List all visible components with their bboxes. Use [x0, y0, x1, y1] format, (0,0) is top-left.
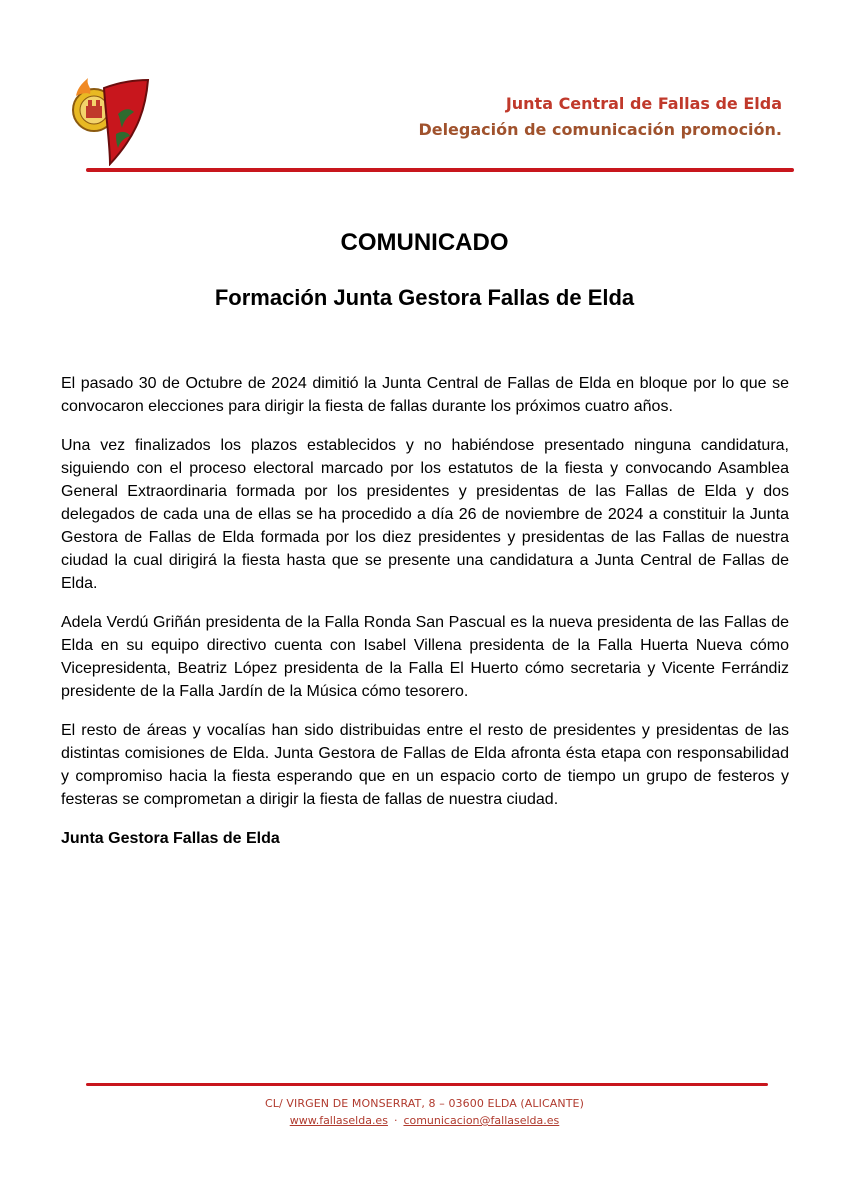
page-subtitle: Formación Junta Gestora Fallas de Elda	[214, 285, 635, 310]
paragraph: El resto de áreas y vocalías han sido distribuidas entre el resto de presidentes y presidentas de las distintas comisiones de Elda. Junta Gestora de Fallas de Elda afronta ésta etapa con responsabilidad y compromiso hacia la fiesta esperando que en un espacio corto de tiempo un grupo de festeros y festeras se comprometan a dirigir la fiesta de fallas de nuestra ciudad.	[61, 722, 789, 808]
fallas-elda-logo	[70, 74, 152, 166]
footer-divider	[86, 1083, 768, 1086]
paragraph: El pasado 30 de Octubre de 2024 dimitió la Junta Central de Fallas de Elda en bloque por lo que se convocaron elecciones para dirigir la fiesta de fallas durante los próximos cuatro años.	[61, 375, 789, 415]
shield-icon	[70, 74, 152, 166]
paragraph: Una vez finalizados los plazos establecidos y no habiéndose presentado ninguna candidatura, siguiendo con el proceso electoral marcado por los estatutos de la fiesta y convocando Asamblea General Extraordinaria formada por los presidentes y presidentas de las Fallas de Elda y dos delegados de cada una de ellas se ha procedido a día 26 de noviembre de 2024 a constituir la Junta Gestora de Fallas de Elda formada por los diez presidentes y presidentas de las Fallas de nuestra ciudad la cual dirigirá la fiesta hasta que se presente una candidatura a Junta Central de Fallas de Elda.	[61, 437, 789, 592]
header-org-name: Junta Central de Fallas de Elda	[505, 94, 782, 113]
header-delegation: Delegación de comunicación promoción.	[418, 120, 782, 139]
page-title: COMUNICADO	[340, 229, 509, 256]
header-divider	[86, 168, 794, 172]
footer-links	[0, 1112, 849, 1129]
footer-separator: ·	[393, 1114, 398, 1127]
paragraph: Adela Verdú Griñán presidenta de la Falla Ronda San Pascual es la nueva presidenta de las Fallas de Elda en su equipo directivo cuenta con Isabel Villena presidenta de la Falla Huerta Nueva cómo Vicepresidenta, Beatriz López presidenta de la Falla El Huerto cómo secretaria y Vicente Ferrándiz presidente de la Falla Jardín de la Música cómo tesorero.	[61, 614, 789, 700]
footer-address: CL/ VIRGEN DE MONSERRAT, 8 – 03600 ELDA (ALICANTE)	[264, 1097, 584, 1110]
email-link[interactable]: comunicacion@fallaselda.es	[403, 1114, 560, 1127]
footer	[0, 1095, 849, 1129]
header-organization	[418, 92, 782, 142]
document-body	[61, 372, 789, 866]
website-link[interactable]: www.fallaselda.es	[289, 1114, 388, 1127]
signature: Junta Gestora Fallas de Elda	[61, 830, 280, 847]
